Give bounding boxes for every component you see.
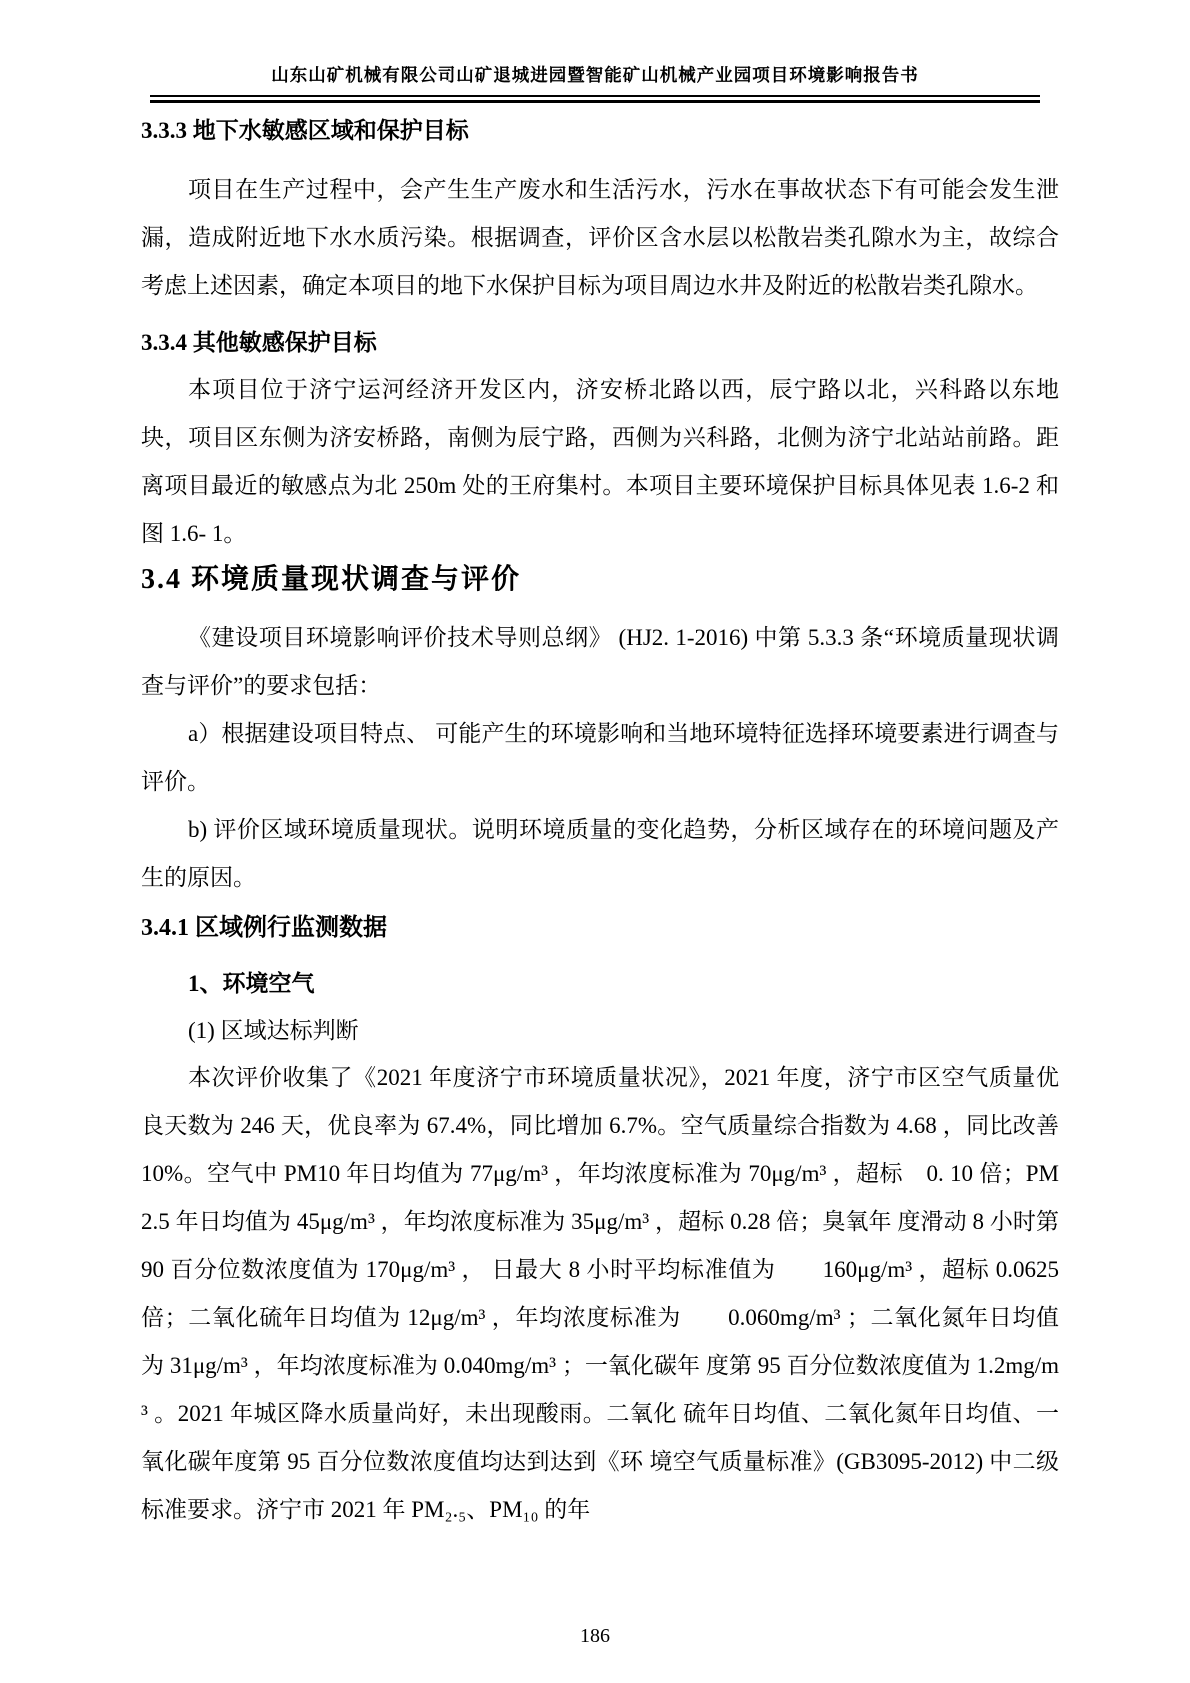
page-header-title: 山东山矿机械有限公司山矿退城进园暨智能矿山机械产业园项目环境影响报告书 — [271, 65, 919, 85]
page-body — [141, 108, 1059, 1534]
paragraph-groundwater-targets: 项目在生产过程中，会产生生产废水和生活污水，污水在事故状态下有可能会发生泄漏，造成附近地下水水质污染。根据调查，评价区含水层以松散岩类孔隙水为主，故综合考虑上述因素，确定本项目的地下水保护目标为项目周边水井及附近的松散岩类孔隙水。 — [141, 177, 1059, 298]
page-number: 186 — [580, 1625, 610, 1647]
paragraph-guideline-requirements-intro: 《建设项目环境影响评价技术导则总纲》 (HJ2. 1-2016) 中第 5.3.3 条“环境质量现状调查与评价”的要求包括： — [141, 625, 1059, 698]
header-divider-rule — [150, 95, 1040, 103]
paragraph-other-sensitive-targets: 本项目位于济宁运河经济开发区内，济安桥北路以西，辰宁路以北，兴科路以东地块，项目区东侧为济安桥路，南侧为辰宁路，西侧为兴科路，北侧为济宁北站站前路。距离项目最近的敏感点为北 250m 处的王府集村。本项目主要环境保护目标具体见表 1.6-2 和图 1.6- 1。 — [141, 377, 1059, 546]
paragraph-requirement-b: b) 评价区域环境质量现状。说明环境质量的变化趋势，分析区域存在的环境问题及产生的原因。 — [141, 817, 1059, 890]
heading-3-4-environmental-quality-survey: 3.4 环境质量现状调查与评价 — [141, 564, 522, 595]
heading-3-4-1-routine-monitoring-data: 3.4.1 区域例行监测数据 — [141, 915, 387, 941]
subheading-regional-attainment-judgment: (1) 区域达标判断 — [188, 1018, 359, 1043]
paragraph-air-quality-statistics: 本次评价收集了《2021 年度济宁市环境质量状况》，2021 年度，济宁市区空气质量优良天数为 246 天，优良率为 67.4%，同比增加 6.7%。空气质量综合指数为 4.68 ，同比改善 10%。空气中 PM10 年日均值为 77μg/m³ ，年均浓度标准为 70μg/m³ ，超标 0. 10 倍；PM2.5 年日均值为 45μg/m³ ，年均浓度标准为 35μg/m³ ，超标 0.28 倍；臭氧年 度滑动 8 小时第 90 百分位数浓度值为 170μg/m³ ， 日最大 8 小时平均标准值为 160μg/m³ ，超标 0.0625 倍；二氧化硫年日均值为 12μg/m³ ，年均浓度标准为 0.060mg/m³ ；二氧化氮年日均值为 31μg/m³ ，年均浓度标准为 0.040mg/m³ ；一氧化碳年 度第 95 百分位数浓度值为 1.2mg/m³ 。2021 年城区降水质量尚好，未出现酸雨。二氧化 硫年日均值、二氧化氮年日均值、一氧化碳年度第 95 百分位数浓度值均达到达到《环 境空气质量标准》(GB3095-2012) 中二级标准要求。济宁市 2021 年 PM₂.₅、PM₁₀ 的年 — [141, 1065, 1059, 1522]
paragraph-requirement-a: a）根据建设项目特点、 可能产生的环境影响和当地环境特征选择环境要素进行调查与评价。 — [141, 721, 1059, 794]
heading-3-3-3-groundwater-targets: 3.3.3 地下水敏感区域和保护目标 — [141, 118, 469, 143]
subheading-ambient-air: 1、环境空气 — [188, 971, 315, 996]
heading-3-3-4-other-sensitive-targets: 3.3.4 其他敏感保护目标 — [141, 330, 377, 355]
